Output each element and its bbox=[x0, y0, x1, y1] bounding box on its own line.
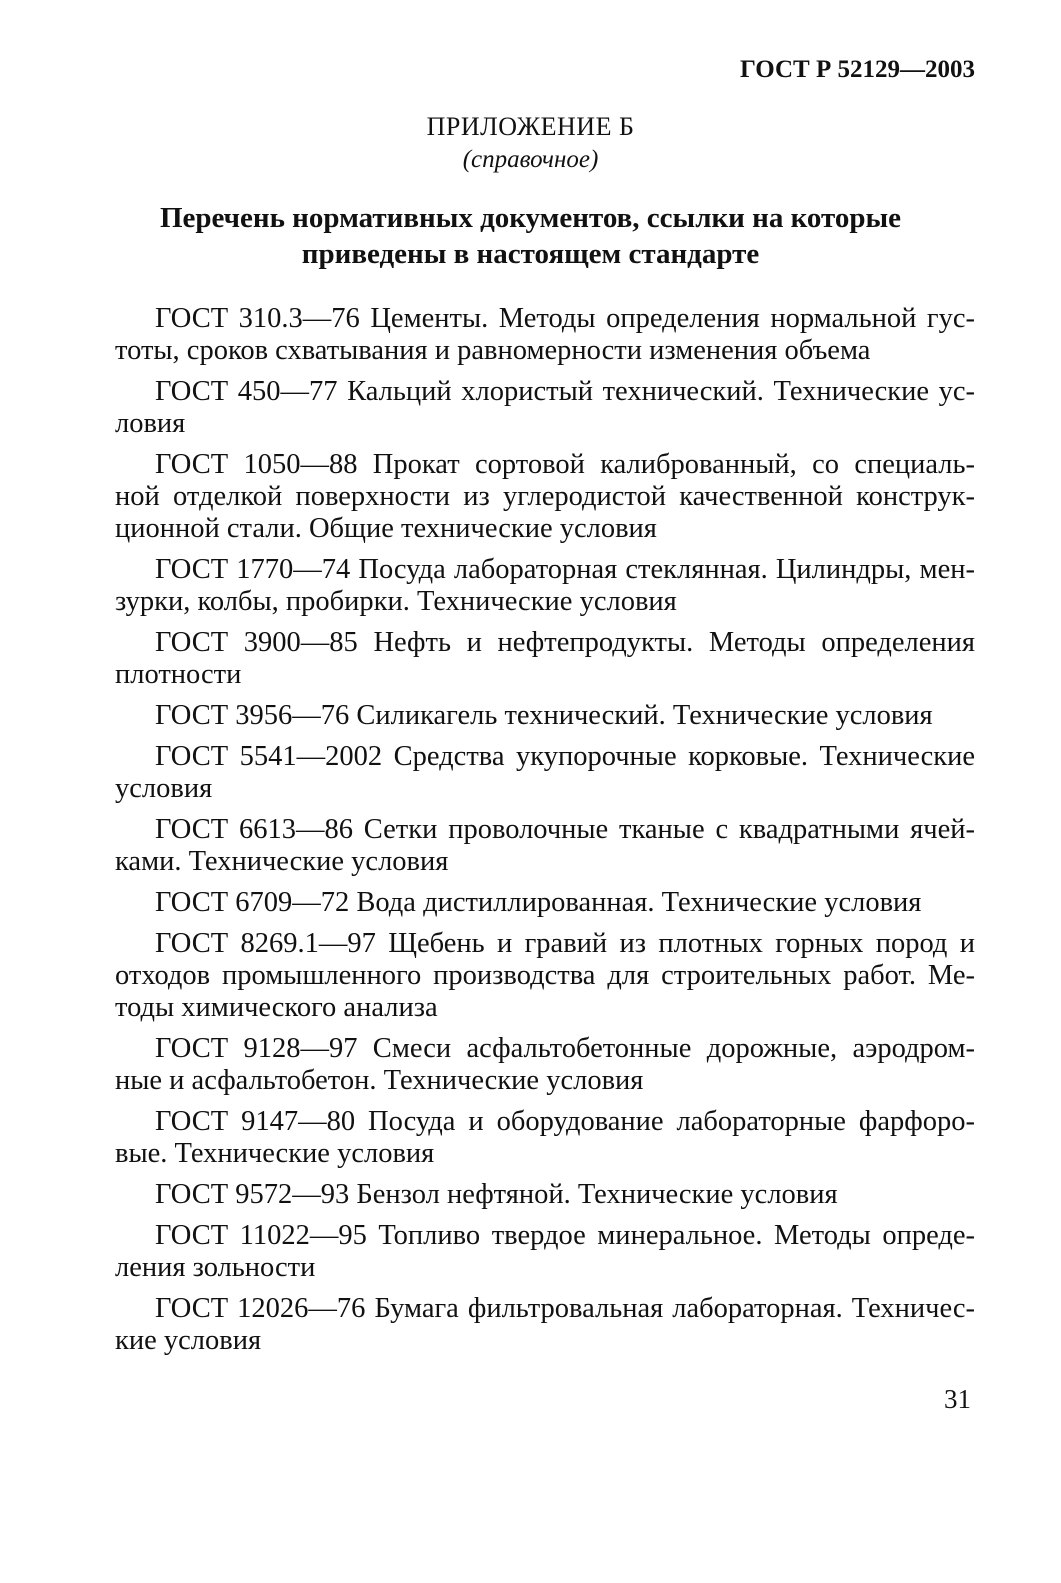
reference-line: ГОСТ 12026—76 Бумага фильтровальная лабораторная. Техничес- bbox=[155, 1293, 975, 1324]
reference-entry bbox=[115, 303, 975, 367]
reference-line: ГОСТ 5541—2002 Средства укупорочные корковые. Технические bbox=[155, 741, 975, 772]
reference-entry bbox=[115, 1179, 975, 1211]
reference-entry bbox=[115, 449, 975, 545]
reference-line: ками. Технические условия bbox=[115, 846, 449, 877]
page-number: 31 bbox=[944, 1384, 971, 1414]
reference-line: отходов промышленного производства для строительных работ. Ме- bbox=[115, 960, 975, 991]
reference-entry bbox=[115, 928, 975, 1024]
reference-list bbox=[115, 303, 975, 1366]
reference-line: ГОСТ 9128—97 Смеси асфальтобетонные дорожные, аэродром- bbox=[155, 1033, 975, 1064]
reference-line: тоты, сроков схватывания и равномерности изменения объема bbox=[115, 335, 871, 366]
reference-entry bbox=[115, 627, 975, 691]
reference-line: плотности bbox=[115, 659, 242, 690]
title-line: Перечень нормативных документов, ссылки на которые bbox=[159, 202, 902, 234]
reference-line: ГОСТ 9147—80 Посуда и оборудование лабораторные фарфоро- bbox=[155, 1106, 975, 1137]
title-line: приведены в настоящем стандарте bbox=[301, 238, 760, 270]
reference-line: условия bbox=[115, 773, 213, 804]
reference-entry bbox=[115, 1293, 975, 1357]
reference-line: ГОСТ 3900—85 Нефть и нефтепродукты. Методы определения bbox=[155, 627, 975, 658]
document-code: ГОСТ Р 52129—2003 bbox=[739, 56, 975, 83]
reference-entry bbox=[115, 814, 975, 878]
reference-line: ГОСТ 310.3—76 Цементы. Методы определения нормальной гус- bbox=[155, 303, 975, 334]
reference-line: зурки, колбы, пробирки. Технические условия bbox=[115, 586, 677, 617]
reference-line: ГОСТ 450—77 Кальций хлористый технический. Технические ус- bbox=[155, 376, 975, 407]
reference-line: ГОСТ 8269.1—97 Щебень и гравий из плотных горных пород и bbox=[155, 928, 975, 959]
reference-line: ГОСТ 1050—88 Прокат сортовой калиброванный, со специаль- bbox=[155, 449, 975, 480]
reference-line: ГОСТ 3956—76 Силикагель технический. Технические условия bbox=[155, 700, 933, 731]
reference-entry bbox=[115, 887, 975, 919]
reference-line: тоды химического анализа bbox=[115, 992, 438, 1023]
reference-line: ционной стали. Общие технические условия bbox=[115, 513, 657, 544]
reference-line: ной отделкой поверхности из углеродистой качественной конструк- bbox=[115, 481, 975, 512]
reference-line: ловия bbox=[115, 408, 186, 439]
reference-entry bbox=[115, 741, 975, 805]
reference-line: вые. Технические условия bbox=[115, 1138, 435, 1169]
reference-line: ления зольности bbox=[115, 1252, 316, 1283]
reference-line: ные и асфальтобетон. Технические условия bbox=[115, 1065, 644, 1096]
reference-line: ГОСТ 6613—86 Сетки проволочные тканые с квадратными ячей- bbox=[155, 814, 975, 845]
reference-line: ГОСТ 9572—93 Бензол нефтяной. Технические условия bbox=[155, 1179, 838, 1210]
annex-type: (справочное) bbox=[462, 146, 599, 173]
reference-entry bbox=[115, 1220, 975, 1284]
reference-entry bbox=[115, 376, 975, 440]
reference-line: ГОСТ 11022—95 Топливо твердое минеральное. Методы опреде- bbox=[155, 1220, 975, 1251]
reference-line: кие условия bbox=[115, 1325, 262, 1356]
annex-label: ПРИЛОЖЕНИЕ Б bbox=[426, 112, 635, 141]
reference-entry bbox=[115, 1106, 975, 1170]
reference-entry bbox=[115, 1033, 975, 1097]
reference-line: ГОСТ 1770—74 Посуда лабораторная стеклянная. Цилиндры, мен- bbox=[155, 554, 975, 585]
reference-line: ГОСТ 6709—72 Вода дистиллированная. Технические условия bbox=[155, 887, 922, 918]
reference-entry bbox=[115, 554, 975, 618]
reference-entry bbox=[115, 700, 975, 732]
section-title bbox=[0, 200, 1061, 272]
